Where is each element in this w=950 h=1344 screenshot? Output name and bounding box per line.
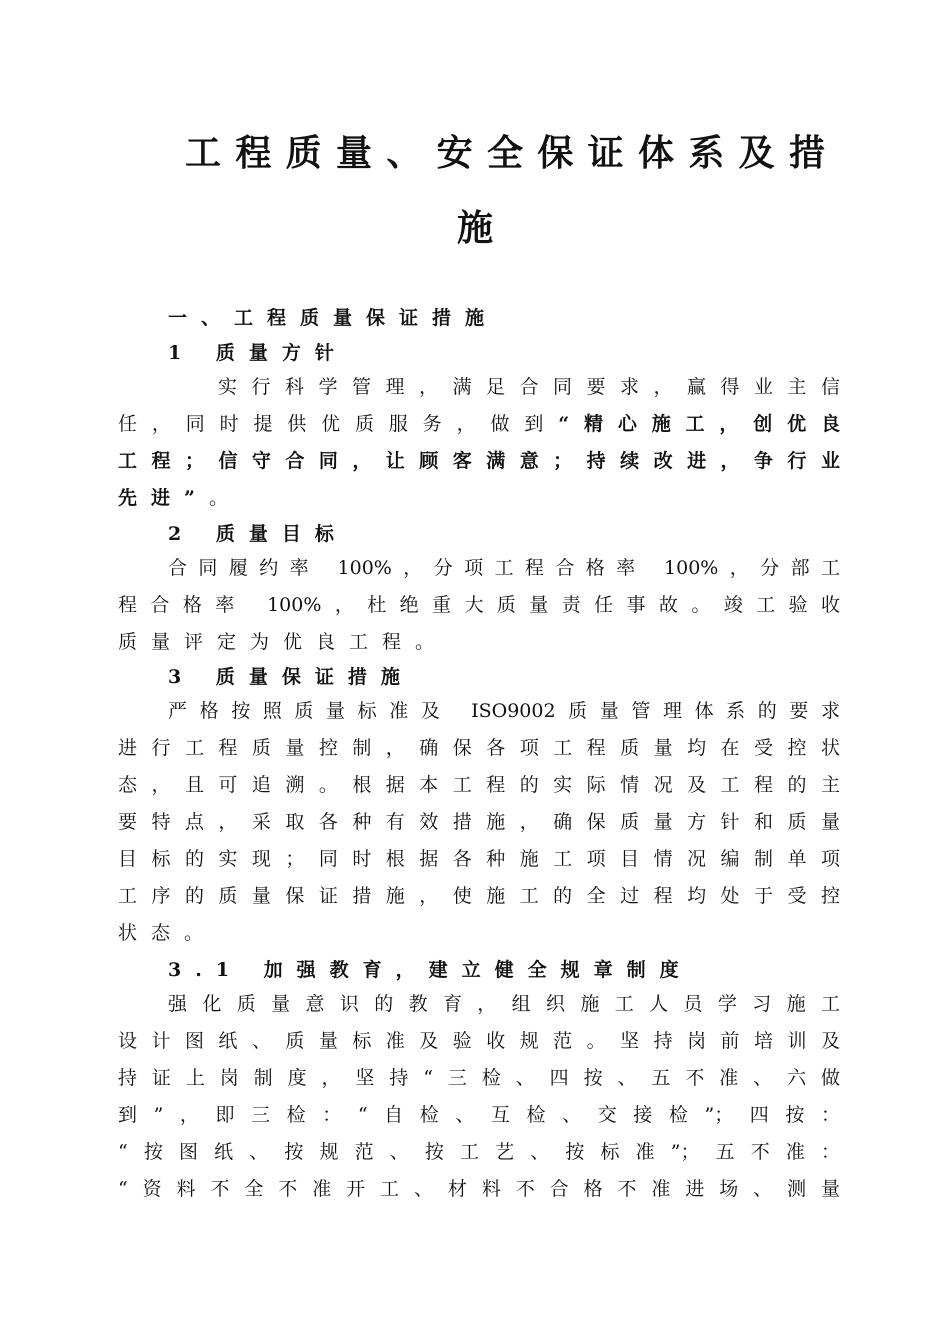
- paragraph-bold-text: 先进”: [118, 487, 209, 509]
- paragraph-line: 持证上岗制度，坚持“三检、四按、五不准、六做: [118, 1067, 840, 1089]
- subsection-heading-quality-measures: 3 质量保证措施: [168, 666, 414, 688]
- subsection-heading-education: 3.1 加强教育，建立健全规章制度: [168, 959, 693, 981]
- paragraph-line: 工序的质量保证措施，使施工的全过程均处于受控: [118, 885, 840, 907]
- paragraph-line: “资料不全不准开工、材料不合格不准进场、测量: [118, 1178, 840, 1200]
- paragraph-line: 程合格率 100%，杜绝重大质量责任事故。竣工验收: [118, 594, 840, 616]
- paragraph-line: 强化质量意识的教育，组织施工人员学习施工: [168, 993, 840, 1015]
- document-title-line-1: 工程质量、安全保证体系及措: [185, 132, 825, 174]
- paragraph-line: 态，且可追溯。根据本工程的实际情况及工程的主: [118, 774, 840, 796]
- document-title-line-2: 施: [456, 207, 493, 249]
- paragraph-line: 实行科学管理，满足合同要求，赢得业主信: [218, 376, 840, 398]
- paragraph-line: 目标的实现；同时根据各种施工项目情况编制单项: [118, 848, 840, 870]
- paragraph-text: 。: [208, 487, 242, 509]
- subsection-heading-quality-target: 2 质量目标: [168, 523, 348, 545]
- paragraph-bold-text: “精心施工，创优良: [558, 413, 840, 435]
- paragraph-line: 状态。: [118, 922, 218, 944]
- paragraph-line-bold: 工程；信守合同，让顾客满意；持续改进，争行业: [118, 450, 840, 472]
- paragraph-line: 要特点，采取各种有效措施，确保质量方针和质量: [118, 811, 840, 833]
- section-heading-1: 一、工程质量保证措施: [168, 307, 499, 329]
- paragraph-line: 严格按照质量标准及 ISO9002质量管理体系的要求: [168, 700, 840, 722]
- paragraph-text: 任，同时提供优质服务，做到: [118, 413, 559, 435]
- paragraph-line: “按图纸、按规范、按工艺、按标准”；五不准：: [118, 1141, 840, 1163]
- subsection-heading-quality-policy: 1 质量方针: [168, 342, 348, 364]
- paragraph-line: 质量评定为优良工程。: [118, 631, 449, 653]
- paragraph-line: 设计图纸、质量标准及验收规范。坚持岗前培训及: [118, 1030, 840, 1052]
- paragraph-line: 进行工程质量控制，确保各项工程质量均在受控状: [118, 737, 840, 759]
- paragraph-line: [118, 409, 840, 436]
- paragraph-line: 到”，即三检：“自检、互检、交接检”；四按：: [118, 1104, 840, 1126]
- paragraph-line: [118, 483, 840, 510]
- paragraph-line: 合同履约率 100%，分项工程合格率 100%，分部工: [168, 557, 840, 579]
